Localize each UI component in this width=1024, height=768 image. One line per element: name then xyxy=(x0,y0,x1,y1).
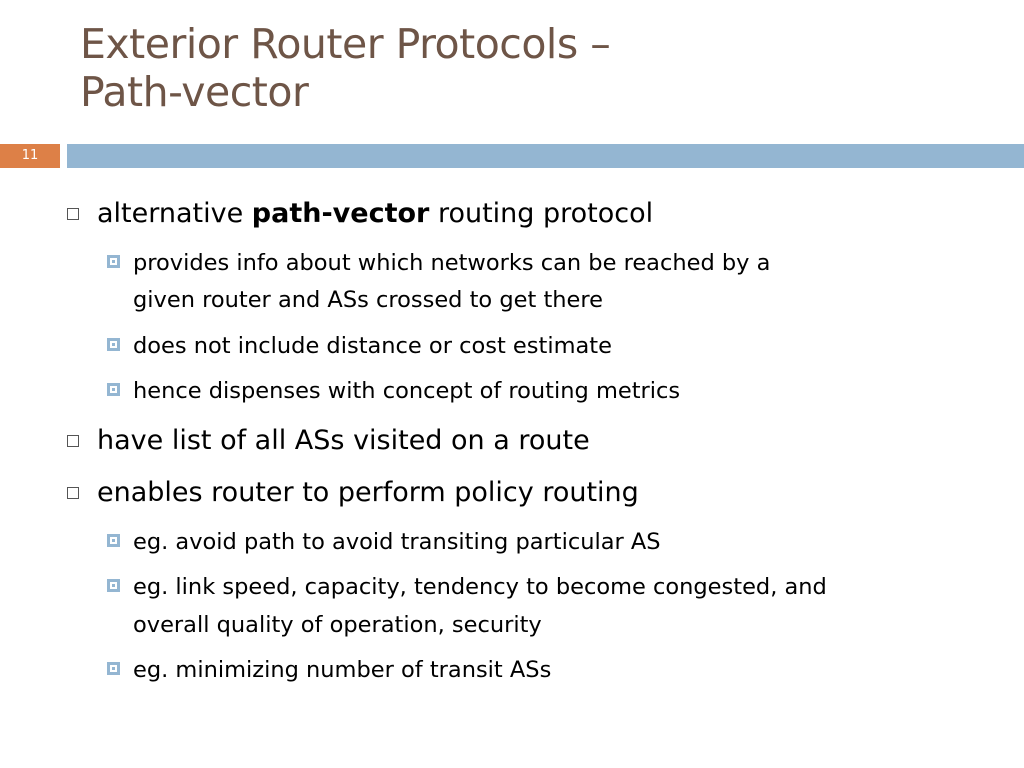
bullet-1-text-pre: alternative xyxy=(97,198,252,229)
bullet-1-text-bold: path-vector xyxy=(251,198,430,229)
bullet-1 xyxy=(97,197,653,231)
hollow-square-bullet-icon xyxy=(67,435,79,447)
square-bullet-icon xyxy=(107,383,120,396)
hollow-square-bullet-icon xyxy=(67,208,79,220)
sub-bullet-3-1 xyxy=(133,524,661,560)
sub-bullet-1-1-line-1: provides info about which networks can be reached by a xyxy=(133,250,771,276)
sub-bullet-3-2-line-1: eg. link speed, capacity, tendency to become congested, and xyxy=(133,574,827,600)
square-bullet-icon xyxy=(107,338,120,351)
sub-bullet-1-1-line-2: given router and ASs crossed to get there xyxy=(133,287,603,313)
sub-bullet-1-1-continuation xyxy=(133,282,603,318)
slide-title-line-2: Path-vector xyxy=(80,68,309,116)
slide-title-line-1: Exterior Router Protocols – xyxy=(80,20,611,68)
square-bullet-icon xyxy=(107,255,120,268)
square-bullet-icon xyxy=(107,579,120,592)
sub-bullet-3-1-text: eg. avoid path to avoid transiting particular AS xyxy=(133,529,661,555)
square-bullet-icon xyxy=(107,662,120,675)
sub-bullet-3-2-line-2: overall quality of operation, security xyxy=(133,612,542,638)
bullet-1-text-post: routing protocol xyxy=(429,198,654,229)
bullet-2-text: have list of all ASs visited on a route xyxy=(97,425,590,456)
bullet-3-text: enables router to perform policy routing xyxy=(97,477,639,508)
sub-bullet-1-2 xyxy=(133,328,612,364)
sub-bullet-1-1 xyxy=(133,245,770,281)
sub-bullet-3-2 xyxy=(133,569,827,605)
sub-bullet-1-3-text: hence dispenses with concept of routing metrics xyxy=(133,378,681,404)
title-rule-bar xyxy=(67,144,1024,168)
sub-bullet-3-2-continuation xyxy=(133,607,542,643)
square-bullet-icon xyxy=(107,534,120,547)
sub-bullet-1-2-text: does not include distance or cost estimate xyxy=(133,333,612,359)
sub-bullet-1-3 xyxy=(133,373,680,409)
slide-number: 11 xyxy=(0,144,60,168)
hollow-square-bullet-icon xyxy=(67,487,79,499)
sub-bullet-3-3-text: eg. minimizing number of transit ASs xyxy=(133,657,552,683)
bullet-3 xyxy=(97,476,639,510)
slide-title xyxy=(80,20,980,116)
bullet-2 xyxy=(97,424,590,458)
sub-bullet-3-3 xyxy=(133,652,551,688)
